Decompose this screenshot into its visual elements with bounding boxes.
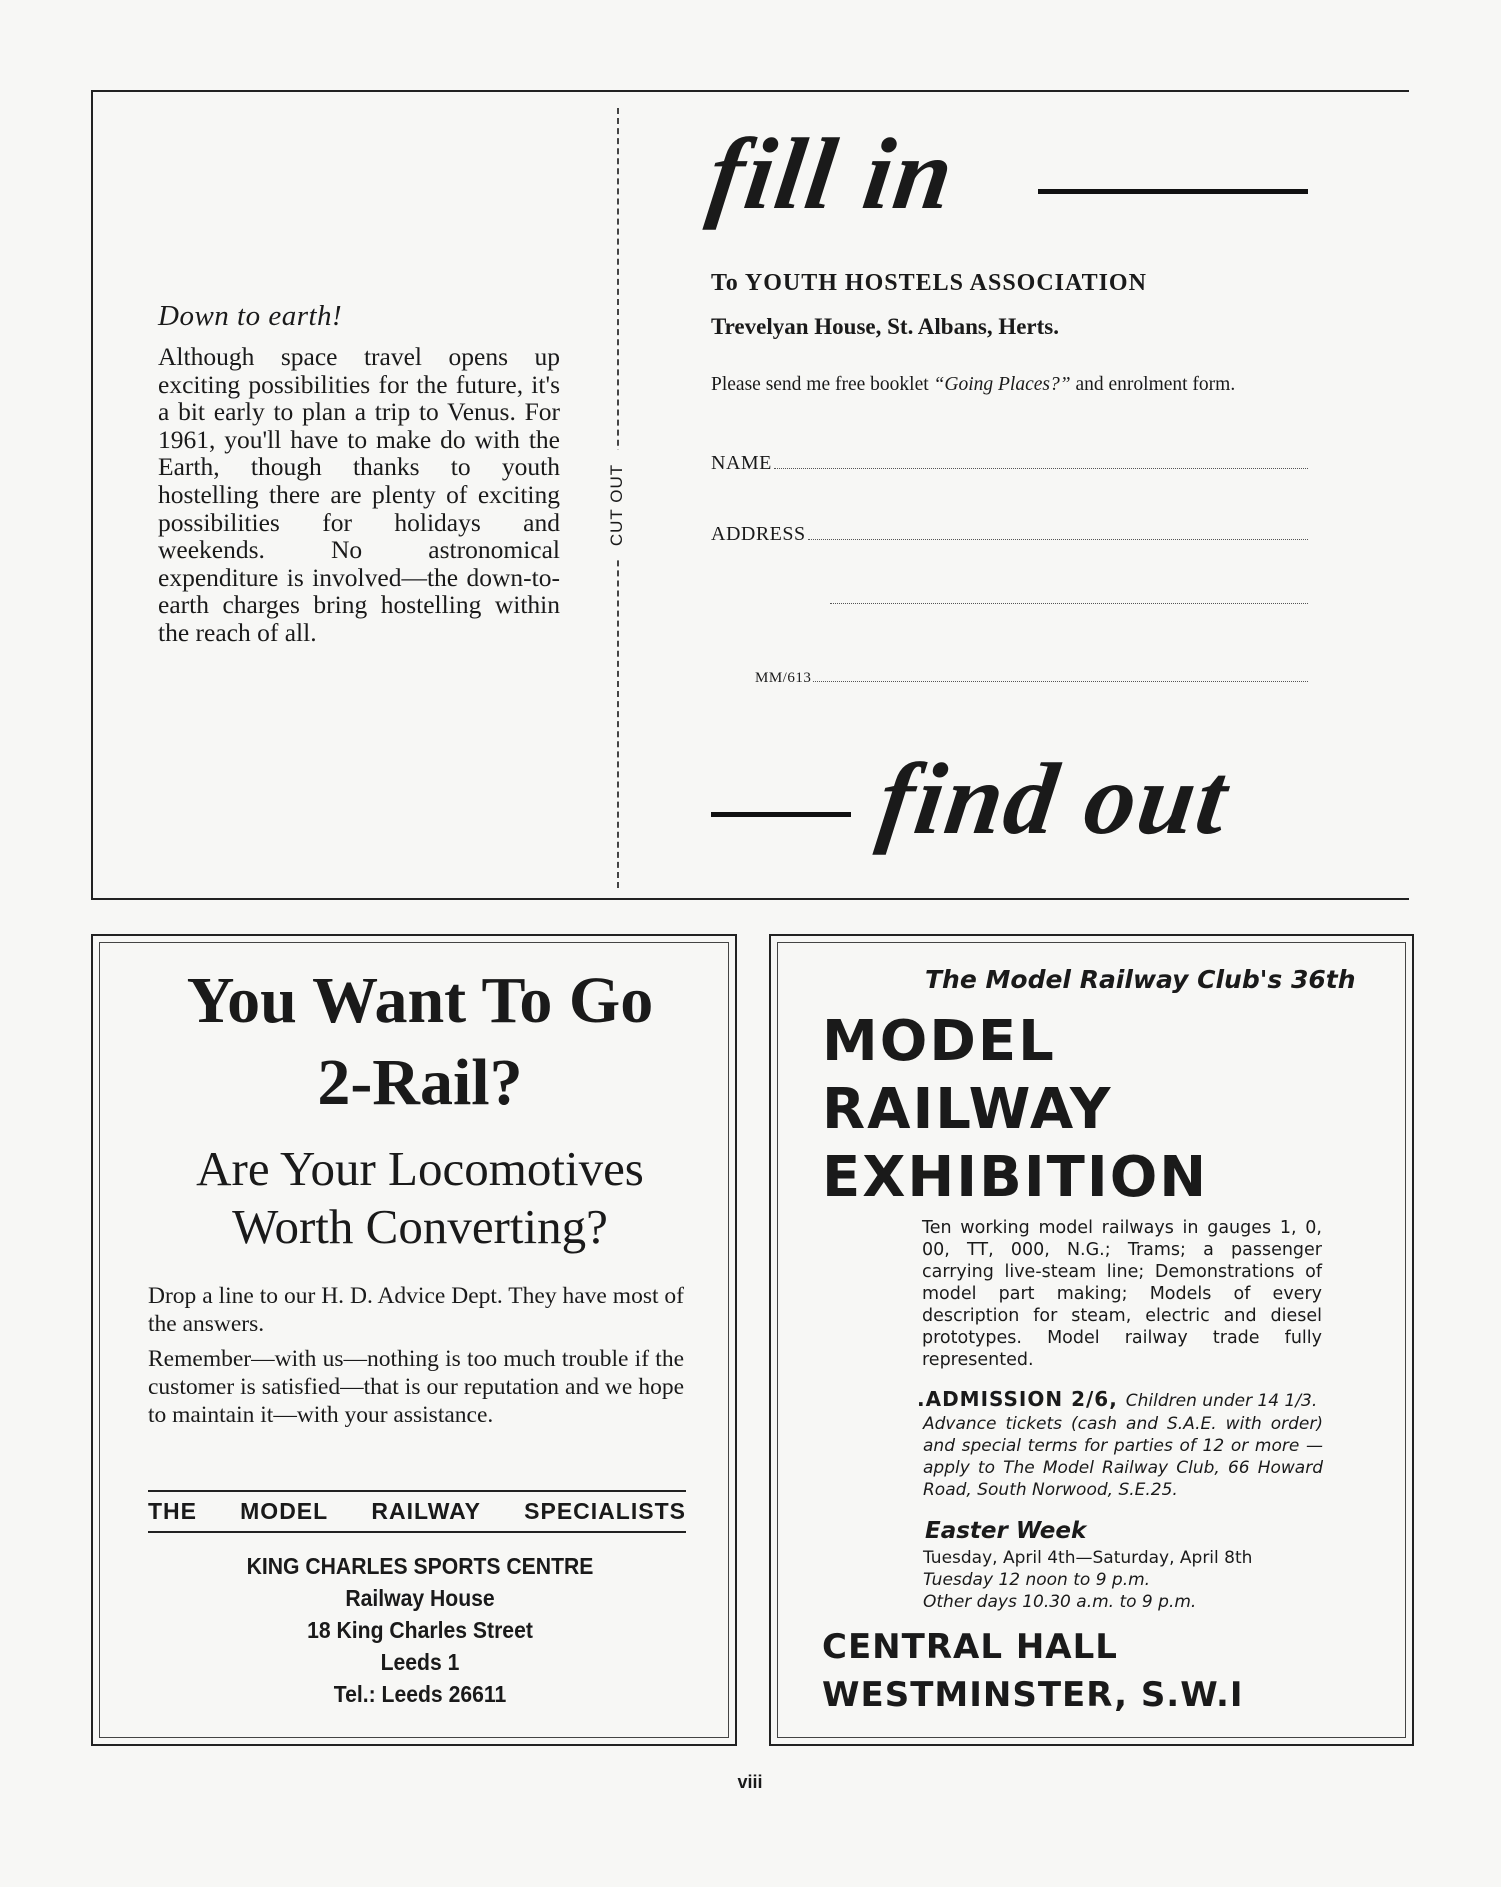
request-prefix: Please send me free booklet [711,374,934,395]
address-field[interactable] [711,523,1308,546]
tuesday-hours: Tuesday 12 noon to 9 p.m. [923,1570,1151,1590]
exhibition-title [822,1008,1208,1212]
specialists-banner [148,1490,686,1533]
specialists-word: THE [148,1498,197,1524]
title-line-2: 2-Rail? [317,1046,523,1119]
other-days-hours: Other days 10.30 a.m. to 9 p.m. [923,1592,1197,1612]
booklet-request-text [711,374,1321,396]
down-to-earth-copy [158,300,560,647]
name-dotted-line[interactable] [774,467,1308,469]
find-out-headline: find out [872,743,1236,856]
name-label: NAME [711,452,772,474]
two-rail-subtitle [120,1140,720,1256]
two-rail-title [120,960,720,1124]
admission-price: .ADMISSION 2/6, [917,1387,1126,1411]
specialists-word: SPECIALISTS [524,1498,686,1524]
specialists-word: RAILWAY [371,1498,482,1524]
shop-street: 18 King Charles Street [307,1617,533,1643]
address-label: ADDRESS [711,523,806,545]
recipient-address: Trevelyan House, St. Albans, Herts. [711,314,1059,339]
recipient-line: To YOUTH HOSTELS ASSOCIATION [711,270,1147,296]
code-label: MM/613 [755,670,812,686]
address-second-line[interactable] [828,602,1308,604]
fill-in-rule [1038,189,1308,194]
shop-building: Railway House [345,1585,495,1611]
exhibition-dates [923,1547,1343,1613]
date-range: Tuesday, April 4th—Saturday, April 8th [923,1548,1253,1568]
title-word-railway: RAILWAY [822,1077,1113,1142]
shop-city: Leeds 1 [380,1649,460,1675]
title-word-exhibition: EXHIBITION [822,1145,1209,1210]
address-dotted-line-2[interactable] [830,602,1308,604]
advance-tickets-text: Advance tickets (cash and S.A.E. with order) and special terms for parties of 12 or more —apply to The Model Railway Club, 66 Howard Road, South Norwood, S.E.25. [923,1414,1323,1500]
exhibition-description: Ten working model railways in gauges 1, 0, 00, TT, 000, N.G.; Trams; a passenger carrying live-steam line; Demonstrations of model part making; Models of every description for steam, electric and diesel prototypes. Model railway trade fully represented. [922,1218,1322,1370]
club-line: The Model Railway Club's 36th [925,965,1356,994]
admission-children: Children under 14 1/3. [1125,1391,1318,1411]
advice-paragraph: Drop a line to our H. D. Advice Dept. They have most of the answers. [148,1283,684,1337]
admission-line [917,1388,1337,1412]
venue [822,1623,1244,1719]
cut-out-label-box [597,450,637,560]
name-field[interactable] [711,452,1308,475]
page-number: viii [737,1772,763,1792]
down-to-earth-heading: Down to earth! [158,300,343,332]
subtitle-line-2: Worth Converting? [232,1199,608,1254]
reputation-paragraph: Remember—with us—nothing is too much trouble if the customer is satisfied—that is our reputation and we hope to maintain it—with your assistance. [148,1346,684,1428]
venue-line-2: WESTMINSTER, S.W.I [822,1675,1244,1715]
shop-name: KING CHARLES SPORTS CENTRE [246,1553,594,1579]
shop-address [120,1550,720,1710]
find-out-rule [711,812,851,817]
address-dotted-line[interactable] [808,538,1308,540]
code-dotted-line[interactable] [813,680,1308,682]
booklet-title: “Going Places?” [933,374,1071,395]
subtitle-line-1: Are Your Locomotives [196,1141,644,1196]
specialists-word: MODEL [240,1498,329,1524]
venue-line-1: CENTRAL HALL [822,1627,1118,1667]
code-field[interactable] [755,670,1308,687]
easter-week-heading: Easter Week [925,1518,1087,1544]
request-suffix: and enrolment form. [1070,374,1236,395]
title-word-model: MODEL [822,1009,1056,1074]
title-line-1: You Want To Go [186,964,654,1037]
fill-in-headline: fill in [702,118,962,231]
down-to-earth-body: Although space travel opens up exciting possibilities for the future, it's a bit early to plan a trip to Venus. For 1961, you'll have to make do with the Earth, though thanks to youth hostelling there are plenty of exciting possibilities for holidays and weekends. No astronomical expenditure is involved—the down-to-earth charges bring hostelling within the reach of all. [158,342,560,647]
cut-out-label: CUT OUT [607,463,626,547]
specialists-text [148,1498,686,1525]
shop-telephone: Tel.: Leeds 26611 [333,1681,507,1707]
